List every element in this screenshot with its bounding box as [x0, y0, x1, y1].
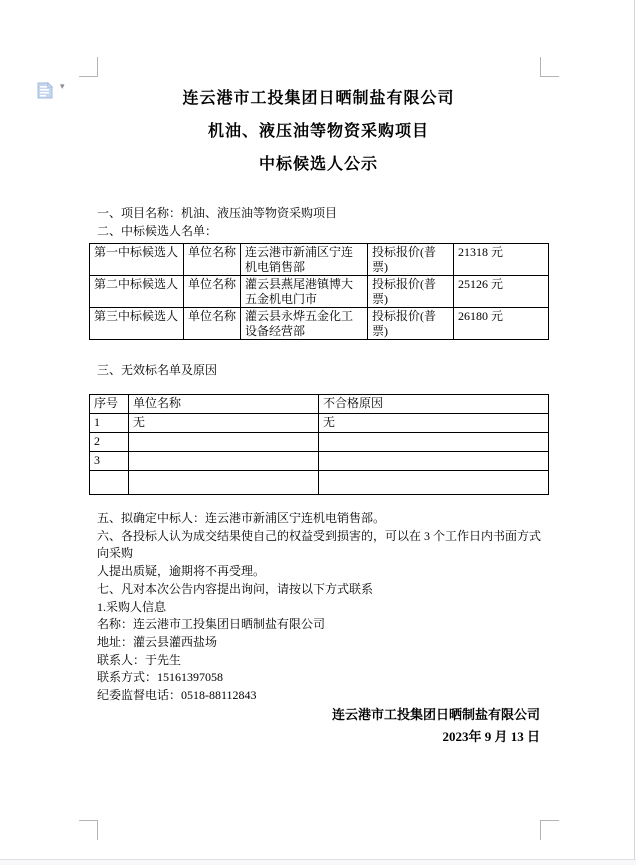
price-label: 投标报价(普票): [368, 276, 454, 308]
unit-name: 灌云县永烨五金化工设备经营部: [241, 308, 368, 340]
section-winner: 五、拟确定中标人：连云港市新浦区宁连机电销售部。: [97, 511, 386, 525]
section-objection-line2: 人提出质疑，逾期将不再受理。: [97, 564, 266, 579]
body-paragraphs: [97, 510, 547, 705]
row-unit: [129, 433, 319, 452]
row-no: 2: [90, 433, 129, 452]
section-candidate-list-label: 二、中标候选人名单：: [97, 223, 218, 238]
signature-block: [97, 704, 540, 748]
row-reason: [319, 433, 549, 452]
window-right-border: [634, 0, 635, 860]
chevron-down-icon[interactable]: ▾: [60, 82, 65, 92]
unit-label: 单位名称: [184, 308, 241, 340]
table-row: [90, 414, 549, 433]
price-value: 26180 元: [454, 308, 549, 340]
row-no: 3: [90, 452, 129, 471]
table-row: [90, 452, 549, 471]
invalid-bids-table: [89, 394, 549, 495]
status-bar: [0, 859, 636, 865]
supervision-phone: 纪委监督电话：0518-88112843: [97, 688, 257, 703]
text-boundary-mark-top-left: [79, 57, 98, 77]
row-reason: [319, 452, 549, 471]
purchaser-address: 地址：灌云县灌西盐场: [97, 634, 218, 649]
table-row: [90, 276, 549, 308]
unit-label: 单位名称: [184, 244, 241, 276]
table-row: [90, 471, 549, 495]
section-inquiry: 七、凡对本次公告内容提出询问，请按以下方式联系: [97, 581, 374, 596]
price-label: 投标报价(普票): [368, 244, 454, 276]
announcement-title: 中标候选人公示: [258, 156, 378, 173]
project-title: 机油、液压油等物资采购项目: [207, 123, 429, 140]
candidates-table: [89, 243, 549, 340]
company-title: 连云港市工投集团日晒制盐有限公司: [182, 90, 455, 107]
row-no: 1: [90, 414, 129, 433]
candidate-rank: 第一中标候选人: [90, 244, 184, 276]
text-boundary-mark-bottom-right: [540, 820, 559, 840]
document-title-block: [97, 82, 540, 181]
paste-options-icon: [37, 81, 55, 100]
text-boundary-mark-top-right: [540, 57, 559, 77]
row-unit: [129, 471, 319, 495]
col-header-reason: 不合格原因: [319, 395, 549, 414]
table-row: [90, 244, 549, 276]
price-value: 25126 元: [454, 276, 549, 308]
row-unit: 无: [129, 414, 319, 433]
signature-company: 连云港市工投集团日晒制盐有限公司: [331, 707, 540, 722]
lead-paragraphs: [97, 205, 540, 240]
row-no: [90, 471, 129, 495]
table-header-row: [90, 395, 549, 414]
row-reason: [319, 471, 549, 495]
purchaser-name: 名称：连云港市工投集团日晒制盐有限公司: [97, 617, 326, 632]
row-reason: 无: [319, 414, 549, 433]
purchaser-info-heading: 1.采购人信息: [97, 599, 167, 614]
purchaser-phone: 联系方式：15161397058: [97, 670, 224, 685]
price-value: 21318 元: [454, 244, 549, 276]
candidate-rank: 第二中标候选人: [90, 276, 184, 308]
table-row: [90, 433, 549, 452]
paste-options-button[interactable]: [37, 81, 71, 101]
col-header-unit: 单位名称: [129, 395, 319, 414]
section-project-name: 一、项目名称：机油、液压油等物资采购项目: [97, 206, 338, 220]
unit-name: 灌云县燕尾港镇博大五金机电门市: [241, 276, 368, 308]
unit-label: 单位名称: [184, 276, 241, 308]
row-unit: [129, 452, 319, 471]
section-invalid-bids-heading: 三、无效标名单及原因: [97, 363, 218, 377]
col-header-no: 序号: [90, 395, 129, 414]
purchaser-contact: 联系人：于先生: [97, 652, 182, 667]
candidate-rank: 第三中标候选人: [90, 308, 184, 340]
section-objection-line1: 六、各投标人认为成交结果使自己的权益受到损害的，可以在 3 个工作日内书面方式向采购: [97, 528, 542, 561]
unit-name: 连云港市新浦区宁连机电销售部: [241, 244, 368, 276]
price-label: 投标报价(普票): [368, 308, 454, 340]
text-boundary-mark-bottom-left: [79, 820, 98, 840]
table-row: [90, 308, 549, 340]
signature-date: 2023年 9 月 13 日: [442, 729, 540, 744]
